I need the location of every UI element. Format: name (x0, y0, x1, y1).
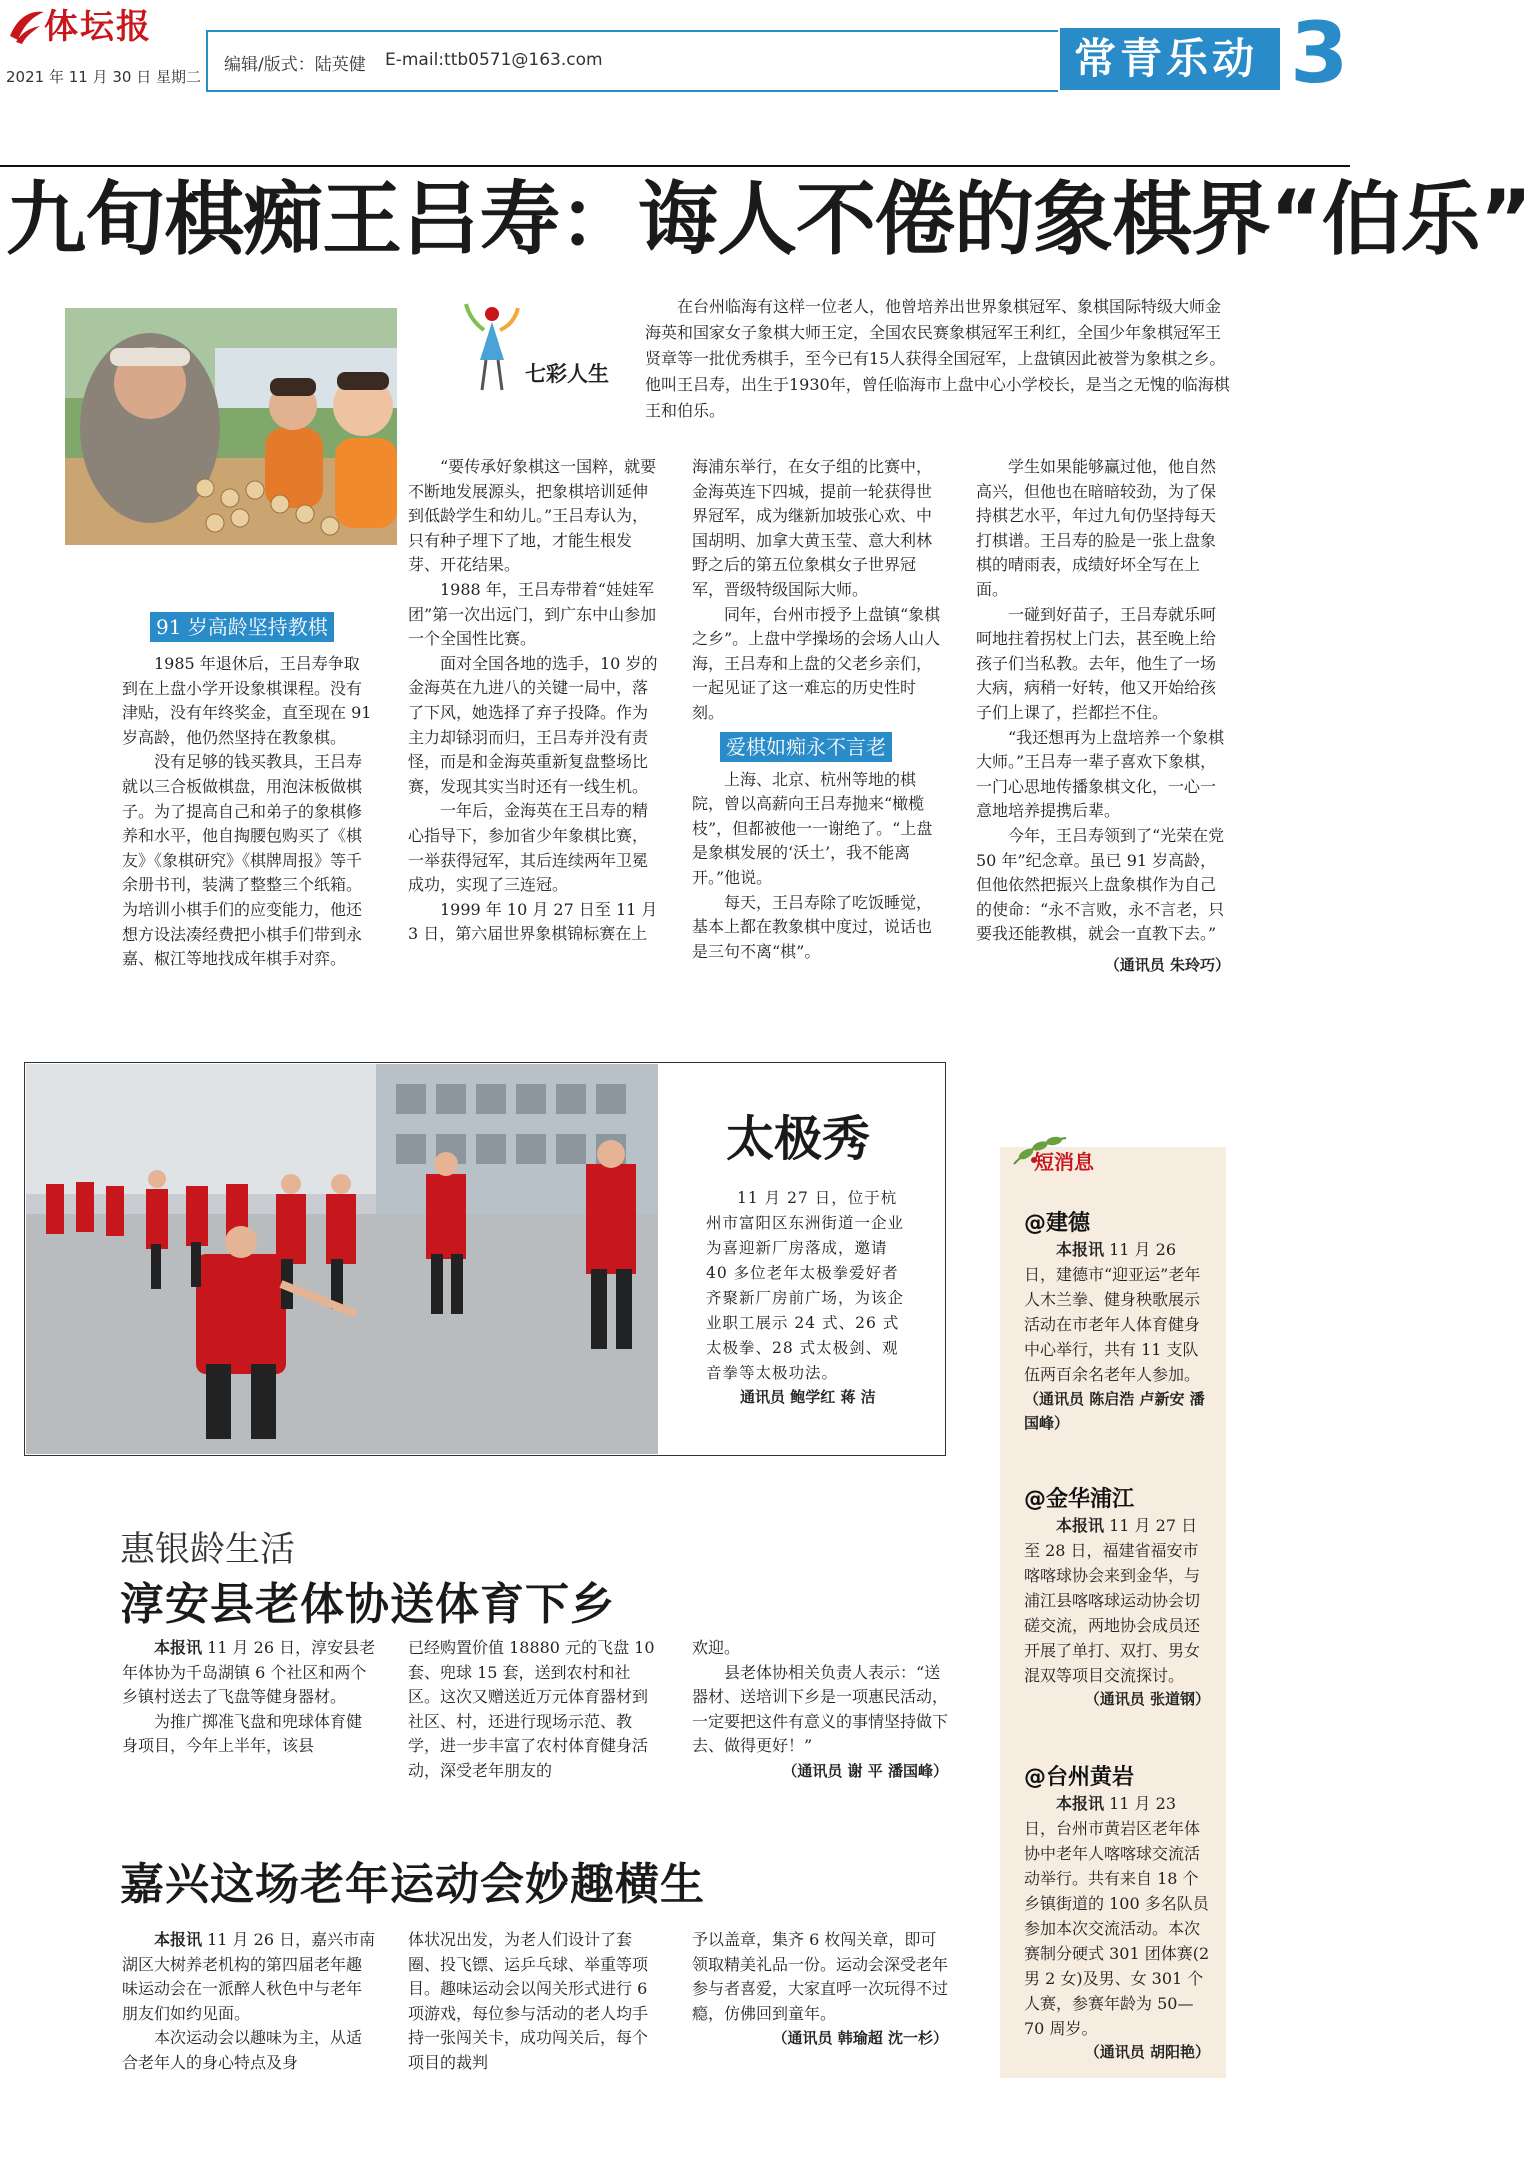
paragraph: 欢迎。 (692, 1638, 741, 1657)
paragraph: 同年，台州市授予上盘镇“象棋之乡”。上盘中学操场的会场人山人海，王吕寿和上盘的父老乡亲们，一起见证了这一难忘的历史性时刻。 (692, 604, 941, 722)
brief-place: @台州黄岩 (1024, 1765, 1135, 1790)
lead-intro: 在台州临海有这样一位老人，他曾培养出世界象棋冠军、象棋国际特级大师金海英和国家女子象棋大师王定，全国农民赛象棋冠军王利红，全国少年象棋冠军王贤章等一批优秀棋手，至今已有15人获得全国冠军，上盘镇因此被誉为象棋之乡。他叫王吕寿，出生于1930年，曾任临海市上盘中心小学校长，是当之无愧的临海棋王和伯乐。 (645, 297, 1230, 420)
issue-date: 2021 年 11 月 30 日 星期二 (6, 68, 201, 86)
brief-place: @建德 (1024, 1211, 1091, 1236)
taiji-title: 太极秀 (726, 1111, 871, 1167)
paragraph: 本次运动会以趣味为主，从适合老年人的身心特点及身 (122, 2028, 363, 2072)
paragraph: 11 月 26 日，淳安县老年体协为千岛湖镇 6 个社区和两个乡镇村送去了飞盘等健身器材。 (122, 1638, 376, 1707)
brief-lead: 本报讯 (1056, 1240, 1105, 1259)
paragraph: 县老体协相关负责人表示：“送器材、送培训下乡是一项惠民活动，一定要把这件有意义的事情坚持做下去、做得更好！” (692, 1662, 949, 1756)
logo-text: 体坛报 (44, 7, 152, 47)
story3-column-2 (408, 1928, 662, 2076)
masthead-divider (0, 165, 1350, 167)
story2-column-1 (122, 1636, 376, 1759)
page-number: 3 (1290, 4, 1349, 102)
brief-place: @金华浦江 (1024, 1487, 1135, 1512)
story3-lead: 本报讯 (154, 1930, 203, 1949)
story3-headline: 嘉兴这场老年运动会妙趣横生 (120, 1859, 705, 1910)
story2-column-3 (692, 1636, 948, 1784)
brief-item (1024, 1760, 1210, 2062)
dancer-illustration-icon (462, 300, 522, 400)
subhead-passion: 爱棋如痴永不言老 (720, 732, 892, 762)
story2-kicker: 惠银龄生活 (120, 1530, 296, 1570)
story3-byline: （通讯员 韩瑜超 沈一杉） (772, 2029, 948, 2048)
paragraph: 予以盖章，集齐 6 枚闯关章，即可领取精美礼品一份。运动会深受老年参与者喜爱，大家直呼一次玩得不过瘾，仿佛回到童年。 (692, 1930, 949, 2023)
story3-column-1 (122, 1928, 376, 2076)
paragraph: 一年后，金海英在王吕寿的精心指导下，参加省少年象棋比赛，一举获得冠军，其后连续两年卫冕成功，实现了三连冠。 (408, 801, 649, 895)
editor-email[interactable]: E-mail:ttb0571@163.com (385, 50, 603, 70)
taiji-photo (26, 1064, 658, 1454)
story3-column-3 (692, 1928, 948, 2051)
logo-swoosh-icon (6, 6, 46, 48)
paragraph: 为推广掷准飞盘和兜球体育健身项目，今年上半年，该县 (122, 1711, 363, 1756)
paragraph: 11 月 26 日，嘉兴市南湖区大树养老机构的第四届老年趣味运动会在一派醉人秋色中与老年朋友们如约见面。 (122, 1930, 376, 2023)
lead-photo-chess (65, 308, 397, 545)
paragraph: 没有足够的钱买教具，王吕寿就以三合板做棋盘，用泡沫板做棋子。为了提高自己和弟子的象棋修养和水平，他自掏腰包购买了《棋友》《象棋研究》《棋牌周报》等千余册书刊，装满了整整三个纸箱。为培训小棋手们的应变能力，他还想方设法凑经费把小棋手们带到永嘉、椒江等地找成年棋手对弈。 (122, 752, 363, 969)
main-headline: 九旬棋痴王吕寿：诲人不倦的象棋界“伯乐” (6, 173, 1531, 266)
brief-byline: （通讯员 张道钢） (1084, 1690, 1210, 1708)
column-label: 七彩人生 (525, 362, 609, 386)
paragraph: 1988 年，王吕寿带着“娃娃军团”第一次出远门，到广东中山参加一个全国性比赛。 (408, 579, 657, 649)
editor-credit: 编辑/版式：陆英健 (224, 55, 366, 75)
newspaper-logo (6, 6, 206, 48)
paragraph: 今年，王吕寿领到了“光荣在党 50 年”纪念章。虽已 91 岁高龄，但他依然把振兴上盘象棋作为自己的使命：“永不言败，永不言老，只要我还能教棋，就会一直教下去。” (976, 825, 1225, 944)
paragraph: 已经购置价值 18880 元的飞盘 10 套、兜球 15 套，送到农村和社区。这次又赠送近万元体育器材到社区、村，还进行现场示范、教学，进一步丰富了农村体育健身活动，深受老年朋友的 (408, 1638, 655, 1780)
briefs-title: 短消息 (1034, 1150, 1094, 1174)
brief-byline: （通讯员 陈启浩 卢新安 潘国峰） (1024, 1390, 1205, 1432)
paragraph: 上海、北京、杭州等地的棋院，曾以高薪向王吕寿抛来“橄榄枝”，但都被他一一谢绝了。“上盘是象棋发展的‘沃土’，我不能离开。”他说。 (692, 769, 933, 887)
brief-text: 11 月 26 日，建德市“迎亚运”老年人木兰拳、健身秧歌展示活动在市老年人体育健身中心举行，共有 11 支队伍两百余名老年人参加。 (1024, 1240, 1201, 1384)
taiji-body: 11 月 27 日，位于杭州市富阳区东洲街道一企业为喜迎新厂房落成，邀请 40 多位老年太极拳爱好者齐聚新厂房前广场，为该企业职工展示 24 式、26 式太极拳、28 式太极剑、观音拳等太极功法。 (706, 1189, 905, 1382)
taiji-byline: 通讯员 鲍学红 蒋 洁 (740, 1388, 876, 1406)
paragraph: “要传承好象棋这一国粹，就要不断地发展源头，把象棋培训延伸到低龄学生和幼儿。”王吕寿认为，只有种子埋下了地，才能生根发芽、开花结果。 (408, 457, 657, 575)
paragraph: 面对全国各地的选手，10 岁的金海英在九进八的关键一局中，落了下风，她选择了弃子投降。作为主力却铩羽而归，王吕寿并没有责怪，而是和金海英重新复盘整场比赛，发现其实当时还有一线生机。 (408, 653, 658, 796)
brief-byline: （通讯员 胡阳艳） (1084, 2043, 1210, 2061)
lead-column-4 (976, 455, 1230, 977)
section-name: 常青乐动 (1074, 34, 1259, 83)
lead-column-2 (408, 455, 658, 947)
lead-column-1 (122, 612, 372, 972)
paragraph: 一碰到好苗子，王吕寿就乐呵呵地拄着拐杖上门去，甚至晚上给孩子们当私教。去年，他生了一场大病，病稍一好转，他又开始给孩子们上课了，拦都拦不住。 (976, 604, 1217, 722)
paragraph: 每天，王吕寿除了吃饭睡觉，基本上都在教象棋中度过，说话也是三句不离“棋”。 (692, 892, 933, 961)
paragraph: 1999 年 10 月 27 日至 11 月 3 日，第六届世界象棋锦标赛在上 (408, 899, 658, 944)
story2-lead: 本报讯 (154, 1638, 203, 1657)
lead-byline: （通讯员 朱玲巧） (1104, 955, 1230, 974)
story2-column-2 (408, 1636, 662, 1784)
paragraph: 海浦东举行，在女子组的比赛中，金海英连下四城，提前一轮获得世界冠军，成为继新加坡张心欢、中国胡明、加拿大黄玉莹、意大利林野之后的第五位象棋女子世界冠军，晋级特级国际大师。 (692, 457, 933, 599)
brief-lead: 本报讯 (1056, 1794, 1105, 1813)
paragraph: 体状况出发，为老人们设计了套圈、投飞镖、运乒乓球、举重等项目。趣味运动会以闯关形式进行 6 项游戏，每位参与活动的老人均手持一张闯关卡，成功闯关后，每个项目的裁判 (408, 1930, 649, 2072)
brief-text: 11 月 23 日，台州市黄岩区老年体协中老年人喀喀球交流活动举行。共有来自 18 个乡镇街道的 100 多名队员参加本次交流活动。本次赛制分硬式 301 团体赛(2 男 2 女)及男、女 301 个人赛，参赛年龄为 50—70 周岁。 (1024, 1794, 1210, 2038)
brief-item (1024, 1206, 1210, 1435)
paragraph: “我还想再为上盘培养一个象棋大师。”王吕寿一辈子喜欢下象棋，一门心思地传播象棋文化，一心一意地培养提携后辈。 (976, 727, 1225, 821)
paragraph: 1985 年退休后，王吕寿争取到在上盘小学开设象棋课程。没有津贴，没有年终奖金，直至现在 91 岁高龄，他仍然坚持在教象棋。 (122, 654, 372, 747)
lead-column-3 (692, 455, 947, 964)
brief-item (1024, 1482, 1210, 1709)
story2-byline: （通讯员 谢 平 潘国峰） (782, 1761, 948, 1780)
paragraph: 学生如果能够赢过他，他自然高兴，但他也在暗暗较劲，为了保持棋艺水平，年过九旬仍坚持每天打棋谱。王吕寿的脸是一张上盘象棋的晴雨表，成绩好坏全写在上面。 (976, 457, 1217, 599)
brief-text: 11 月 27 日至 28 日，福建省福安市喀喀球协会来到金华，与浦江县喀喀球运动协会切磋交流，两地协会成员还开展了单打、双打、男女混双等项目交流探讨。 (1024, 1516, 1201, 1685)
story2-headline: 淳安县老体协送体育下乡 (120, 1579, 615, 1630)
subhead-teaching: 91 岁高龄坚持教棋 (150, 612, 334, 642)
brief-lead: 本报讯 (1056, 1516, 1105, 1535)
